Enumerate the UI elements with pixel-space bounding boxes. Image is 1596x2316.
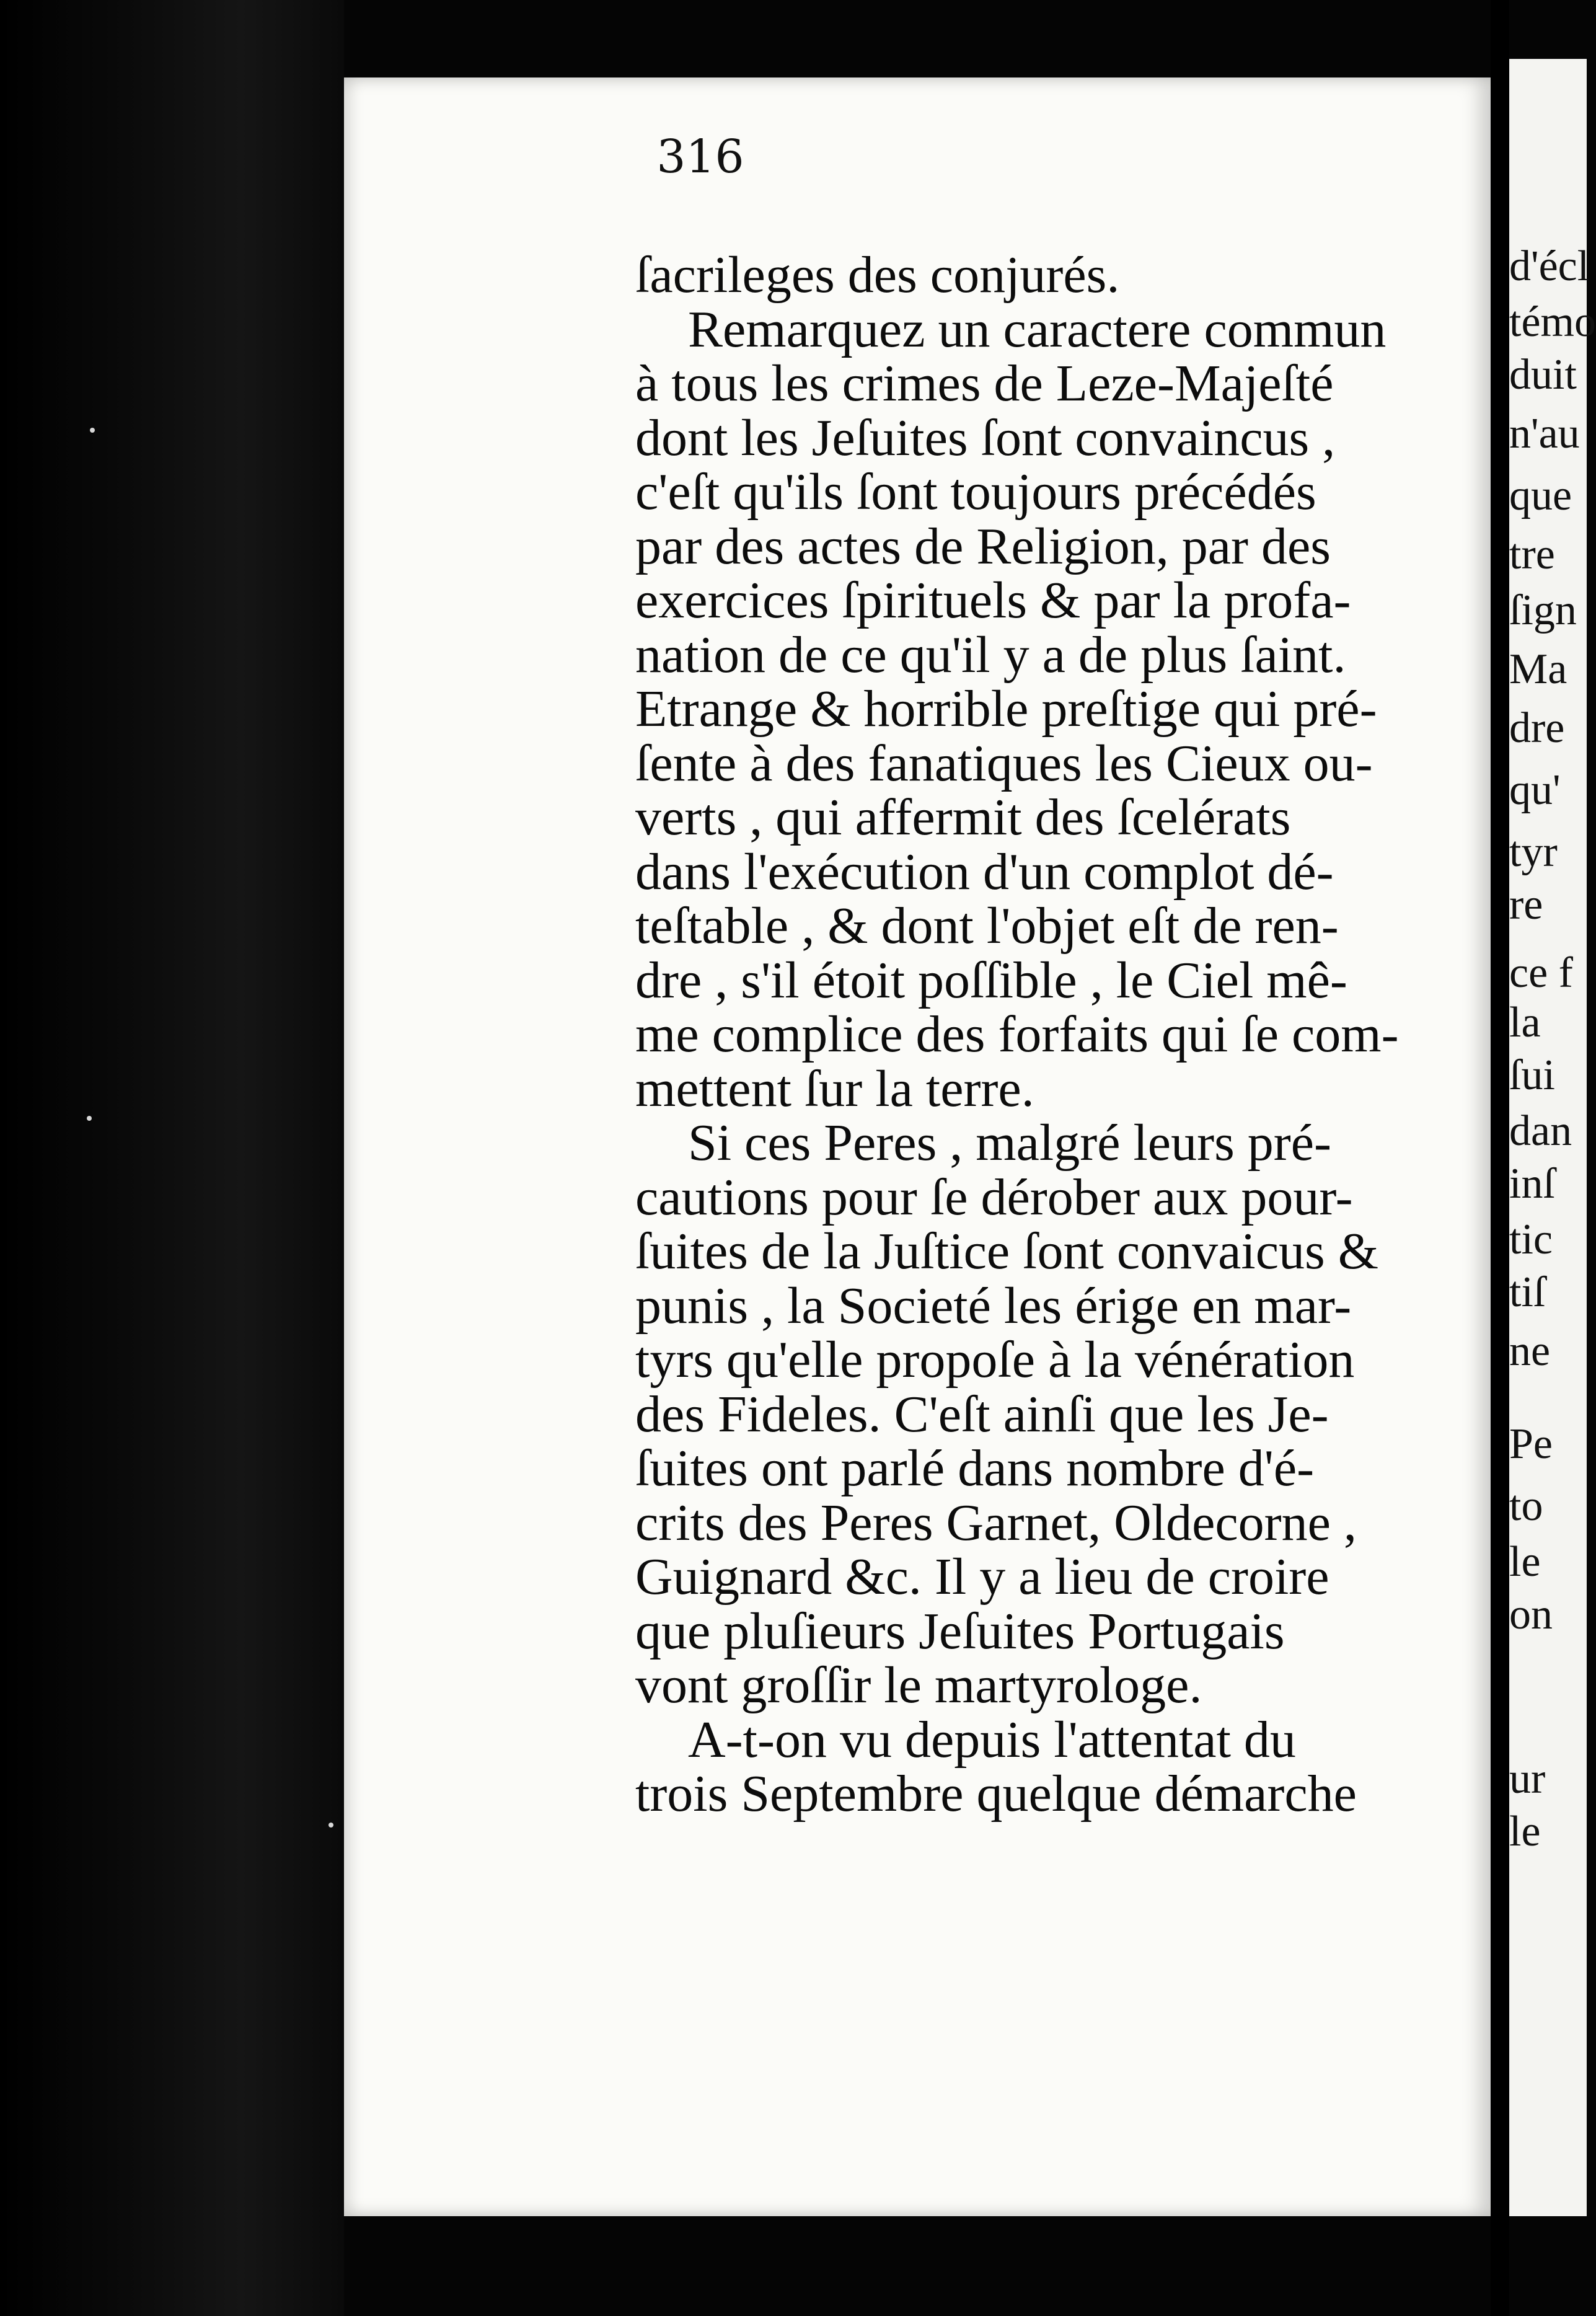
- adjacent-page-fragment: tre: [1509, 531, 1555, 578]
- scan-speck: [328, 1823, 333, 1828]
- text-line: par des actes de Religion, par des: [635, 517, 1331, 575]
- adjacent-page-fragment: re: [1509, 881, 1543, 929]
- adjacent-page-fragment: ſign: [1509, 586, 1577, 634]
- book-binding-shadow: [0, 0, 344, 2316]
- text-line: vont groſſir le martyrologe.: [635, 1656, 1202, 1714]
- scan-speck: [90, 428, 95, 433]
- adjacent-page-fragment: Pe: [1509, 1420, 1553, 1468]
- text-line: Si ces Peres , malgré leurs pré-: [688, 1114, 1331, 1172]
- adjacent-page-fragment: n'au: [1509, 410, 1580, 457]
- adjacent-page-fragment: témo: [1509, 298, 1596, 346]
- adjacent-page-fragment: qu': [1509, 766, 1561, 814]
- text-line: ſuites ont parlé dans nombre d'é-: [635, 1439, 1315, 1497]
- adjacent-page-fragment: ne: [1509, 1327, 1551, 1375]
- adjacent-page-fragment: duit: [1509, 351, 1577, 399]
- adjacent-page-fragment: d'écl: [1509, 242, 1590, 290]
- adjacent-page-fragment: le: [1509, 1808, 1541, 1855]
- page-text-column: [635, 248, 1435, 1821]
- text-line: dont les Jeſuites ſont convaincus ,: [635, 409, 1336, 467]
- adjacent-page-fragment: ce f: [1509, 949, 1573, 997]
- adjacent-page-fragment: ur: [1509, 1755, 1546, 1803]
- text-line: teſtable , & dont l'objet eſt de ren-: [635, 897, 1339, 955]
- text-line: Remarquez un caractere commun: [688, 300, 1387, 358]
- adjacent-page-fragment: Ma: [1509, 645, 1567, 693]
- text-line: à tous les crimes de Leze-Majeſté: [635, 355, 1334, 412]
- text-line: Guignard &c. Il y a lieu de croire: [635, 1548, 1329, 1606]
- text-line: Etrange & horrible preſtige qui pré-: [635, 680, 1377, 738]
- text-line: tyrs qu'elle propoſe à la vénération: [635, 1331, 1355, 1389]
- adjacent-page-fragment: que: [1509, 472, 1572, 519]
- text-line: A-t-on vu depuis l'attentat du: [688, 1710, 1296, 1769]
- text-line: dre , s'il étoit poſſible , le Ciel mê-: [635, 951, 1347, 1009]
- text-line: trois Septembre quelque démarche: [635, 1765, 1357, 1823]
- adjacent-page-edge: [1509, 59, 1596, 2216]
- text-line: c'eſt qu'ils ſont toujours précédés: [635, 463, 1316, 521]
- adjacent-page-fragment: ſui: [1509, 1051, 1555, 1099]
- adjacent-page-fragment: on: [1509, 1591, 1553, 1638]
- adjacent-page-fragment: le: [1509, 1538, 1541, 1586]
- text-line: ſuites de la Juſtice ſont convaicus &: [635, 1222, 1379, 1280]
- page-gutter: [1491, 0, 1509, 2316]
- text-line: punis , la Societé les érige en mar-: [635, 1276, 1352, 1335]
- text-line: que pluſieurs Jeſuites Portugais: [635, 1602, 1285, 1660]
- adjacent-page-fragment: la: [1509, 999, 1541, 1046]
- adjacent-page-fragment: tiſ: [1509, 1268, 1546, 1316]
- text-line: verts , qui affermit des ſcelérats: [635, 789, 1291, 846]
- text-line: ſacrileges des conjurés.: [635, 246, 1120, 304]
- text-line: me complice des forfaits qui ſe com-: [635, 1006, 1399, 1063]
- text-line: nation de ce qu'il y a de plus ſaint.: [635, 625, 1346, 684]
- text-line: mettent ſur la terre.: [635, 1059, 1034, 1118]
- text-line: dans l'exécution d'un complot dé-: [635, 842, 1334, 901]
- adjacent-page-fragment: to: [1509, 1482, 1543, 1530]
- text-line: crits des Peres Garnet, Oldecorne ,: [635, 1493, 1357, 1552]
- text-line: cautions pour ſe dérober aux pour-: [635, 1168, 1353, 1226]
- page-number: 316: [656, 130, 744, 183]
- adjacent-page-fragment: tic: [1509, 1216, 1553, 1263]
- adjacent-page-fragment: dan: [1509, 1107, 1572, 1155]
- adjacent-page-fragment: dre: [1509, 704, 1565, 752]
- text-line: ſente à des fanatiques les Cieux ou-: [635, 734, 1373, 792]
- text-line: exercices ſpirituels & par la profa-: [635, 572, 1351, 629]
- adjacent-page-fragment: inſ: [1509, 1160, 1555, 1208]
- adjacent-page-fragment: tyr: [1509, 828, 1558, 876]
- text-line: des Fideles. C'eſt ainſi que les Je-: [635, 1385, 1329, 1443]
- scan-speck: [87, 1116, 92, 1121]
